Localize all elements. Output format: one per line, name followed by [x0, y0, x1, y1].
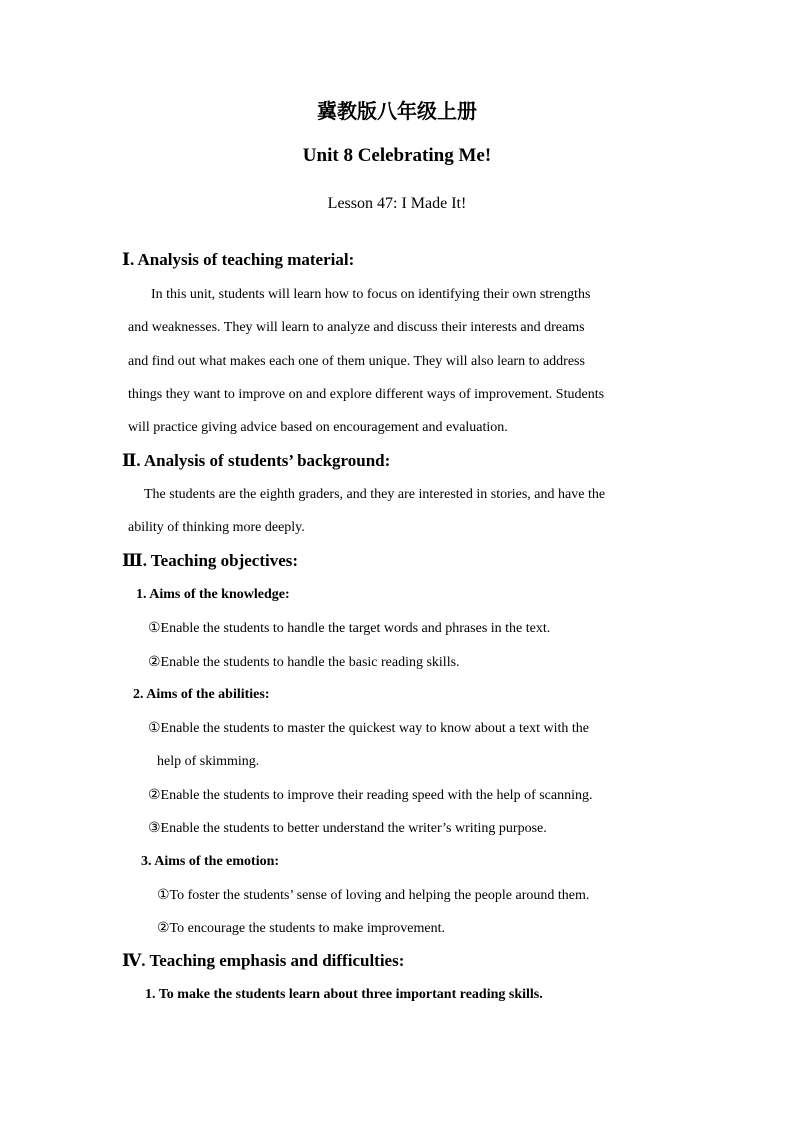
textbook-title: 冀教版八年级上册 [317, 99, 477, 123]
emphasis-item: 1. To make the students learn about three important reading skills. [145, 987, 543, 1002]
section-heading-material: Ⅰ. Analysis of teaching material: [122, 250, 355, 269]
list-item: ②Enable the students to improve their reading speed with the help of scanning. [148, 788, 593, 803]
list-item: ③Enable the students to better understand the writer’s writing purpose. [148, 821, 547, 836]
subheading-emotion: 3. Aims of the emotion: [141, 854, 280, 869]
paragraph-line: The students are the eighth graders, and they are interested in stories, and have the [144, 487, 606, 502]
lesson-title: Lesson 47: I Made It! [327, 195, 467, 212]
paragraph-line: and find out what makes each one of them unique. They will also learn to address [128, 354, 585, 369]
subheading-knowledge: 1. Aims of the knowledge: [136, 587, 290, 602]
paragraph-line: will practice giving advice based on encouragement and evaluation. [128, 420, 508, 435]
section-heading-emphasis: Ⅳ. Teaching emphasis and difficulties: [122, 951, 405, 970]
unit-title: Unit 8 Celebrating Me! [302, 145, 492, 166]
section-heading-background: Ⅱ. Analysis of students’ background: [122, 451, 391, 470]
paragraph-line: and weaknesses. They will learn to analyze and discuss their interests and dreams [128, 320, 585, 335]
list-item: ①To foster the students’ sense of loving and helping the people around them. [157, 888, 590, 903]
paragraph-line: ability of thinking more deeply. [128, 520, 305, 535]
subheading-abilities: 2. Aims of the abilities: [133, 687, 270, 702]
paragraph-line: things they want to improve on and explore different ways of improvement. Students [128, 387, 605, 402]
list-item: ②To encourage the students to make improvement. [157, 921, 445, 936]
paragraph-line: In this unit, students will learn how to focus on identifying their own strengths [151, 287, 591, 302]
list-item: ②Enable the students to handle the basic reading skills. [148, 655, 460, 670]
section-heading-objectives: Ⅲ. Teaching objectives: [122, 551, 299, 570]
list-item-continuation: help of skimming. [157, 754, 260, 769]
list-item: ①Enable the students to master the quickest way to know about a text with the [148, 721, 590, 736]
list-item: ①Enable the students to handle the target words and phrases in the text. [148, 621, 551, 636]
